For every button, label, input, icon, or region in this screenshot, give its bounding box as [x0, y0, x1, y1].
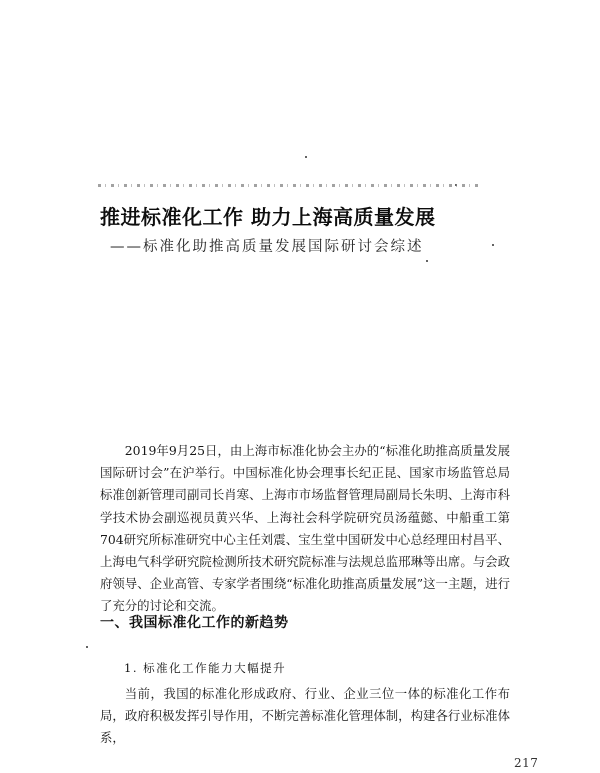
subsection-heading: 1. 标准化工作能力大幅提升 — [124, 661, 287, 675]
scan-speck — [492, 244, 494, 246]
scan-speck — [305, 156, 307, 158]
article-subtitle: ——标准化助推高质量发展国际研讨会综述 — [110, 239, 424, 255]
scan-speck — [426, 260, 428, 262]
intro-paragraph: 2019年9月25日，由上海市标准化协会主办的“标准化助推高质量发展国际研讨会”在沪举行。中国标准化协会理事长纪正昆、国家市场监管总局标准创新管理司副司长肖寒、上海市市场监督管理局副局长朱明、上海市科学技术协会副巡视员黄兴华、上海社会科学院研究员汤蕴懿、中船重工第704研究所标准研究中心主任刘震、宝生堂中国研发中心总经理田村昌平、上海电气科学研究院检测所技术研究院标准与法规总监邢琳等出席。与会政府领导、企业高管、专家学者围绕“标准化助推高质量发展”这一主题，进行了充分的讨论和交流。 — [100, 443, 510, 614]
page-number: 217 — [514, 756, 539, 770]
article-title: 推进标准化工作 助力上海高质量发展 — [100, 205, 436, 229]
header-rule — [98, 184, 482, 187]
scan-speck — [86, 646, 88, 648]
section-heading: 一、我国标准化工作的新趋势 — [100, 615, 289, 631]
body-paragraph: 当前，我国的标准化形成政府、行业、企业三位一体的标准化工作布局，政府积极发挥引导作用，不断完善标准化管理体制，构建各行业标准体系， — [100, 686, 510, 746]
